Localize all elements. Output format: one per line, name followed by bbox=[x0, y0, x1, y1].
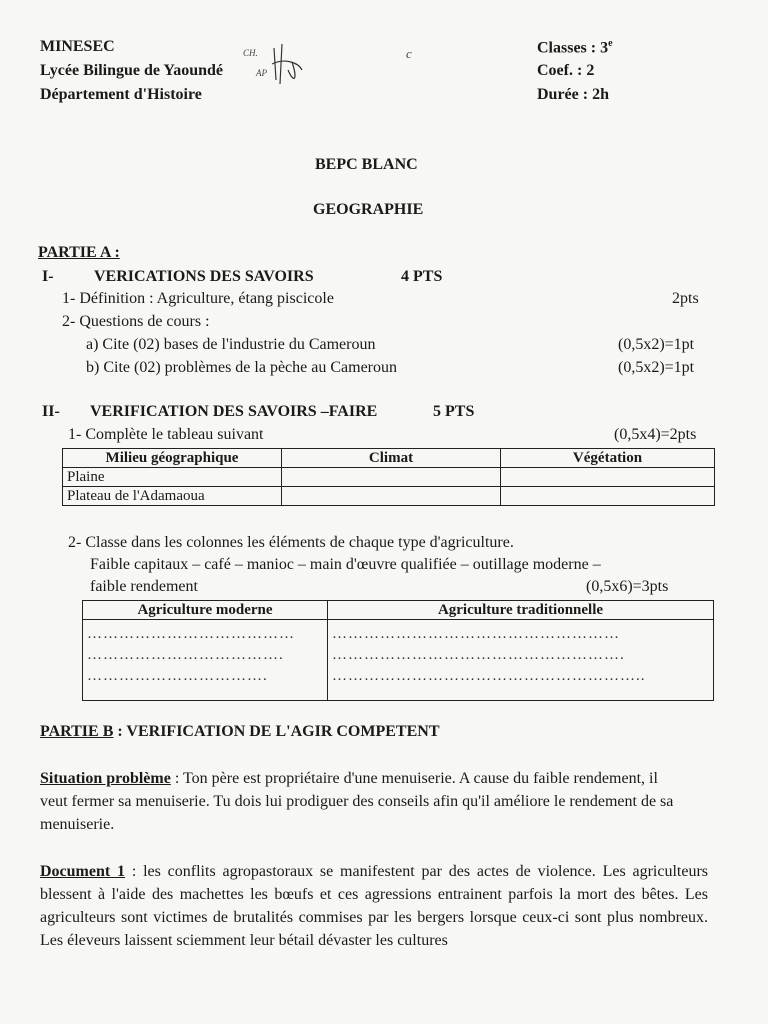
exercise-1-instruction: 1- Complète le tableau suivant bbox=[68, 426, 264, 443]
question-2b: b) Cite (02) problèmes de la pèche au Cameroun bbox=[86, 359, 397, 376]
table-cell-blank bbox=[282, 487, 501, 506]
dotted-line: ………………………………… bbox=[87, 626, 295, 642]
exercise-1-points: (0,5x4)=2pts bbox=[614, 426, 697, 443]
exercise-2-items: Faible capitaux – café – manioc – main d'œuvre qualifiée – outillage moderne – bbox=[90, 556, 601, 573]
section1-title: VERICATIONS DES SAVOIRS bbox=[94, 268, 314, 285]
question-2b-points: (0,5x2)=1pt bbox=[618, 359, 695, 376]
table-header: Végétation bbox=[501, 449, 715, 468]
table-row-label: Plateau de l'Adamaoua bbox=[63, 487, 282, 506]
table-cell-dotted bbox=[328, 620, 714, 701]
section1-number: I- bbox=[42, 268, 54, 285]
part-b-label: PARTIE B bbox=[40, 723, 114, 740]
header-school: Lycée Bilingue de Yaoundé bbox=[40, 62, 223, 79]
table-cell-blank bbox=[501, 468, 715, 487]
table-cell-blank bbox=[282, 468, 501, 487]
dotted-line: ……………………………………………… bbox=[332, 626, 620, 642]
section2-number: II- bbox=[42, 403, 60, 420]
document-1-text: : les conflits agropastoraux se manifestent par des actes de violence. Les agriculteurs blessent à l'aide des machettes les bœufs et ces agressions entrainent parfois la mort des bêtes. Les agriculteurs sont victimes de brutalités commises par les bergers lorsque ceux-ci sont plus nombreux. Les éleveurs laissent sciemment leur bétail dévaster les cultures bbox=[40, 863, 709, 949]
part-b-heading bbox=[40, 723, 439, 741]
dotted-line: ………………………………………………. bbox=[332, 647, 625, 663]
situation-label: Situation problème bbox=[40, 770, 171, 787]
exercise-2-instruction: 2- Classe dans les colonnes les éléments de chaque type d'agriculture. bbox=[68, 534, 514, 551]
exam-title: BEPC BLANC bbox=[315, 156, 418, 173]
stamp-initials: CH. bbox=[243, 48, 258, 58]
exercise-2-points: (0,5x6)=3pts bbox=[586, 578, 669, 595]
part-a-label: PARTIE A : bbox=[38, 244, 120, 261]
table-header: Agriculture moderne bbox=[83, 601, 328, 620]
dotted-line: ………………………………. bbox=[87, 647, 284, 663]
question-1-definition: 1- Définition : Agriculture, étang piscicole bbox=[62, 290, 334, 307]
part-b-title: : VERIFICATION DE L'AGIR COMPETENT bbox=[113, 723, 440, 740]
stamp-initials-2: AP bbox=[256, 68, 267, 78]
table-cell-blank bbox=[501, 487, 715, 506]
question-2a: a) Cite (02) bases de l'industrie du Cameroun bbox=[86, 336, 376, 353]
document-1 bbox=[40, 860, 708, 952]
table-header: Milieu géographique bbox=[63, 449, 282, 468]
dotted-line: ………………………………………………….. bbox=[332, 668, 646, 684]
document-1-label: Document 1 bbox=[40, 863, 126, 880]
question-2a-points: (0,5x2)=1pt bbox=[618, 336, 695, 353]
section1-points: 4 PTS bbox=[401, 268, 443, 285]
dotted-line: ……………………………. bbox=[87, 668, 268, 684]
situation-text: : Ton père est propriétaire d'une menuiserie. A cause du faible rendement, il veut fermer sa menuiserie. Tu dois lui prodiguer des conseils afin qu'il améliore le rendement de sa menuiserie. bbox=[40, 770, 674, 833]
situation-problem bbox=[40, 767, 680, 836]
pen-mark: c bbox=[406, 46, 412, 61]
table-header: Climat bbox=[282, 449, 501, 468]
header-department: Département d'Histoire bbox=[40, 86, 202, 103]
exam-subject: GEOGRAPHIE bbox=[313, 201, 424, 218]
table-cell-dotted bbox=[83, 620, 328, 701]
header-class: Classes : 3e bbox=[537, 38, 613, 57]
table-header: Agriculture traditionnelle bbox=[328, 601, 714, 620]
exercise-2-items-cont: faible rendement bbox=[90, 578, 198, 595]
signature-scribble bbox=[268, 40, 308, 90]
header-duration: Durée : 2h bbox=[537, 86, 609, 103]
section2-points: 5 PTS bbox=[433, 403, 475, 420]
header-coef: Coef. : 2 bbox=[537, 62, 595, 79]
question-1-points: 2pts bbox=[672, 290, 699, 307]
climate-vegetation-table bbox=[62, 448, 715, 506]
table-row-label: Plaine bbox=[63, 468, 282, 487]
agriculture-classification-table bbox=[82, 600, 714, 701]
section2-title: VERIFICATION DES SAVOIRS –FAIRE bbox=[90, 403, 378, 420]
header-ministry: MINESEC bbox=[40, 38, 115, 55]
question-2-heading: 2- Questions de cours : bbox=[62, 313, 210, 330]
